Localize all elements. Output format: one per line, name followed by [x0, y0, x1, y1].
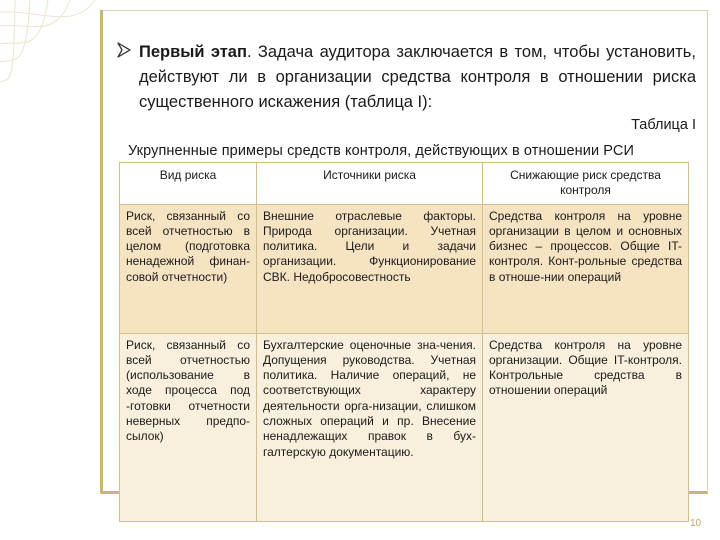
header-risk-sources: Источники риска: [257, 163, 483, 205]
slide-frame-accent: [100, 10, 103, 493]
cell-text: Средства контроля на уровне организации в целом и основных бизнес – процессов. Общие IT-контроля. Конт-рольные средства в отноше-нии операций: [489, 208, 682, 284]
paragraph-lead: Первый этап: [139, 43, 247, 61]
corner-decoration: [0, 0, 110, 120]
table-cell: [257, 204, 483, 333]
paragraph-text: . Задача аудитора заключается в том, чтобы установить, действуют ли в организации средства контроля в отношении риска существенного искажения (таблица I):: [139, 43, 696, 111]
table-cell: [120, 333, 257, 521]
table-cell: [483, 204, 689, 333]
cell-text: Бухгалтерские оценочные зна-чения. Допущения руководства. Учетная политика. Наличие операций, не соответствующих характеру деятельности орга-низации, слишком сложных операций и пр. Внесение ненадлежащих правок в бух-галтерскую документацию.: [263, 337, 476, 459]
table-caption: Укрупненные примеры средств контроля, действующих в отношении РСИ: [128, 143, 634, 159]
page-number: 10: [690, 518, 702, 529]
table-row: [120, 333, 689, 521]
cell-text: Риск, связанный со всей отчетностью в целом (подготовка ненадежной финан-совой отчетности): [126, 208, 250, 284]
table-header-row: [120, 163, 689, 205]
cell-text: Риск, связанный со всей отчетностью (использование в ходе процесса под -готовки отчетности неверных предпо-сылок): [126, 337, 250, 444]
table-cell: [483, 333, 689, 521]
arrow-bullet-icon: [117, 42, 131, 58]
cell-text: Средства контроля на уровне организации. Общие IT-контроля. Контрольные средства в отношении операций: [489, 337, 682, 398]
table-cell: [257, 333, 483, 521]
cell-text: Внешние отраслевые факторы. Природа организации. Учетная политика. Цели и задачи организации. Функционирование СВК. Недобросовестность: [263, 208, 476, 284]
header-controls: Снижающие риск средства контроля: [483, 163, 689, 205]
intro-paragraph: [139, 40, 696, 115]
table-cell: [120, 204, 257, 333]
risk-controls-table: [119, 162, 689, 522]
table-row: [120, 204, 689, 333]
table-label: Таблица I: [631, 117, 696, 133]
header-risk-type: Вид риска: [120, 163, 257, 205]
